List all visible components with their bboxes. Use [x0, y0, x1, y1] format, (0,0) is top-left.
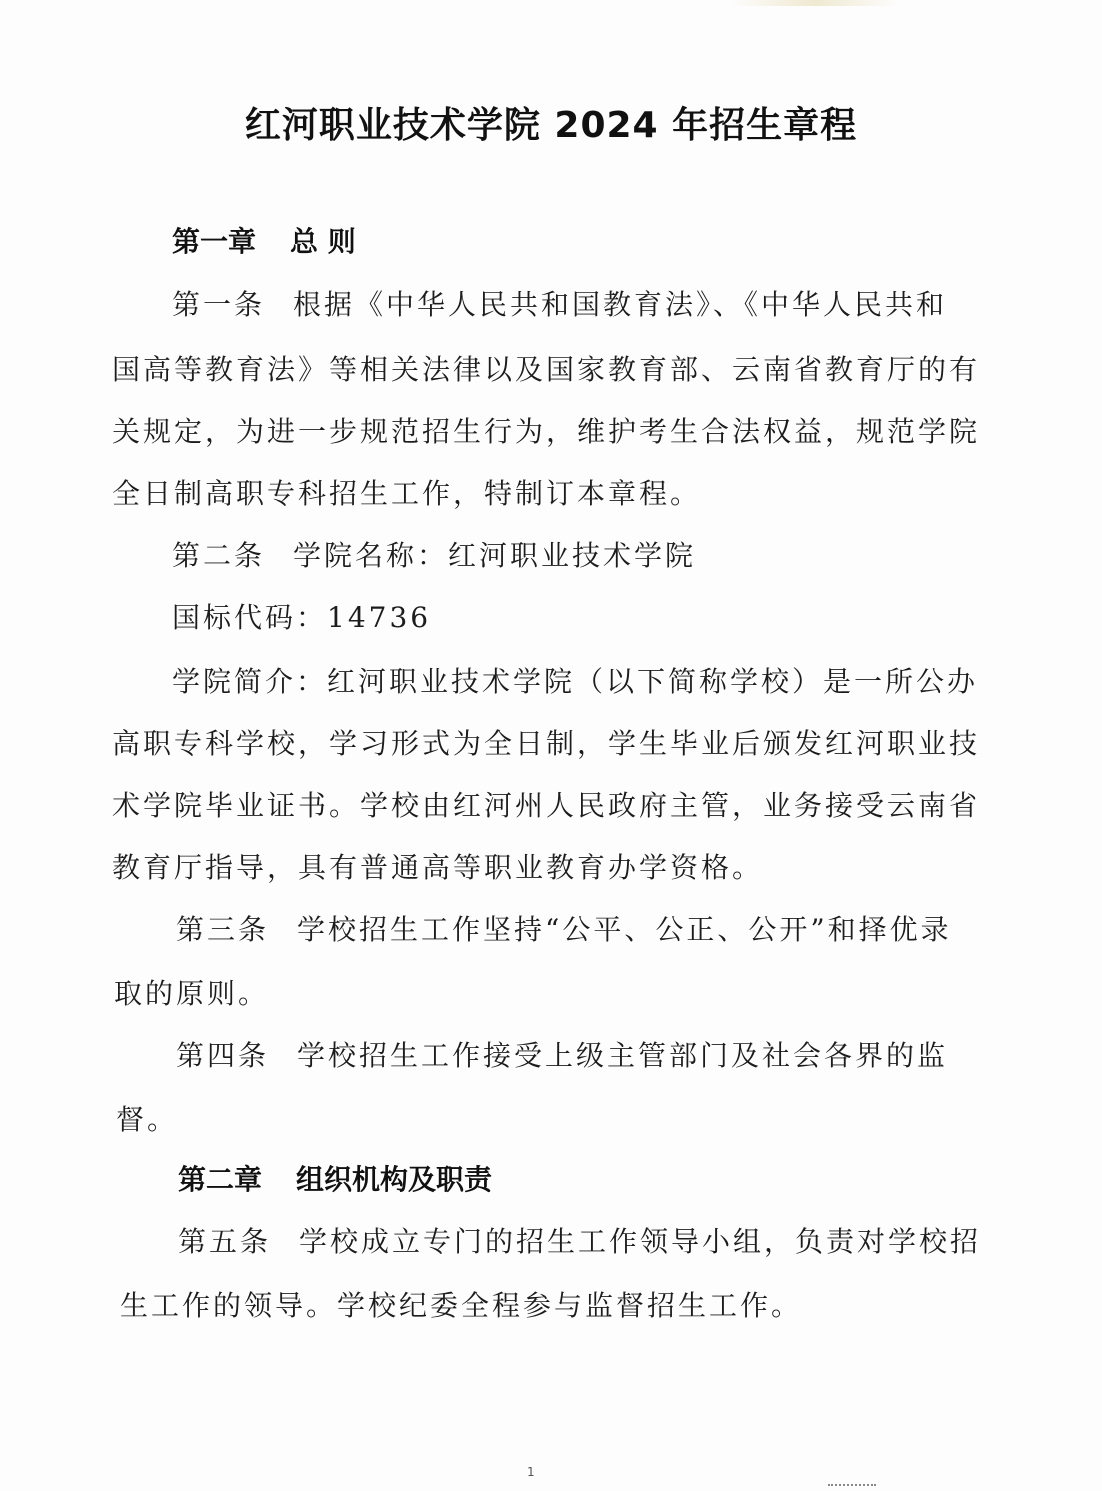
article-5-text-1: 学校成立专门的招生工作领导小组，负责对学校招 [299, 1225, 982, 1258]
chapter-1-label: 第一章 [172, 225, 257, 258]
scan-smudge [730, 0, 900, 6]
page-number: 1 [527, 1465, 535, 1479]
national-code-line: 国标代码：14736 [172, 601, 432, 634]
article-4-line-2: 督。 [116, 1103, 179, 1136]
intro-line-1: 学院简介：红河职业技术学院（以下简称学校）是一所公办 [172, 665, 979, 698]
article-3-label: 第三条 [176, 913, 270, 946]
article-5-line-2: 生工作的领导。学校纪委全程参与监督招生工作。 [120, 1289, 803, 1322]
article-5-line-1 [178, 1220, 981, 1264]
article-5-label: 第五条 [178, 1225, 272, 1258]
chapter-1-name: 总 则 [290, 225, 356, 258]
intro-line-3: 术学院毕业证书。学校由红河州人民政府主管，业务接受云南省 [112, 789, 981, 822]
article-2-text-1: 学院名称：红河职业技术学院 [293, 539, 697, 572]
article-3-line-1 [176, 908, 952, 952]
article-1-label: 第一条 [172, 288, 266, 321]
article-3-line-2: 取的原则。 [114, 977, 270, 1010]
article-1-text-1: 根据《中华人民共和国教育法》、《中华人民共和 [293, 288, 948, 321]
article-1-line-3: 关规定，为进一步规范招生行为，维护考生合法权益，规范学院 [112, 415, 981, 448]
article-2-label: 第二条 [172, 539, 266, 572]
article-1-line-2: 国高等教育法》等相关法律以及国家教育部、云南省教育厅的有 [112, 353, 981, 386]
article-2-line-1 [172, 534, 696, 578]
article-4-line-1 [176, 1034, 948, 1078]
document-title: 红河职业技术学院 2024 年招生章程 [244, 105, 858, 146]
article-4-text-1: 学校招生工作接受上级主管部门及社会各界的监 [297, 1039, 949, 1072]
chapter-2-name: 组织机构及职责 [296, 1163, 493, 1196]
intro-line-4: 教育厅指导，具有普通高等职业教育办学资格。 [112, 851, 764, 884]
article-4-label: 第四条 [176, 1039, 270, 1072]
scan-corner-mark [828, 1484, 876, 1490]
intro-line-2: 高职专科学校，学习形式为全日制，学生毕业后颁发红河职业技 [112, 727, 981, 760]
chapter-2-heading [178, 1158, 492, 1202]
chapter-2-label: 第二章 [178, 1163, 263, 1196]
article-1-line-4: 全日制高职专科招生工作，特制订本章程。 [112, 477, 702, 510]
article-3-text-1: 学校招生工作坚持“公平、公正、公开”和择优录 [297, 913, 952, 946]
chapter-1-heading [172, 220, 356, 264]
article-1-line-1 [172, 283, 947, 327]
